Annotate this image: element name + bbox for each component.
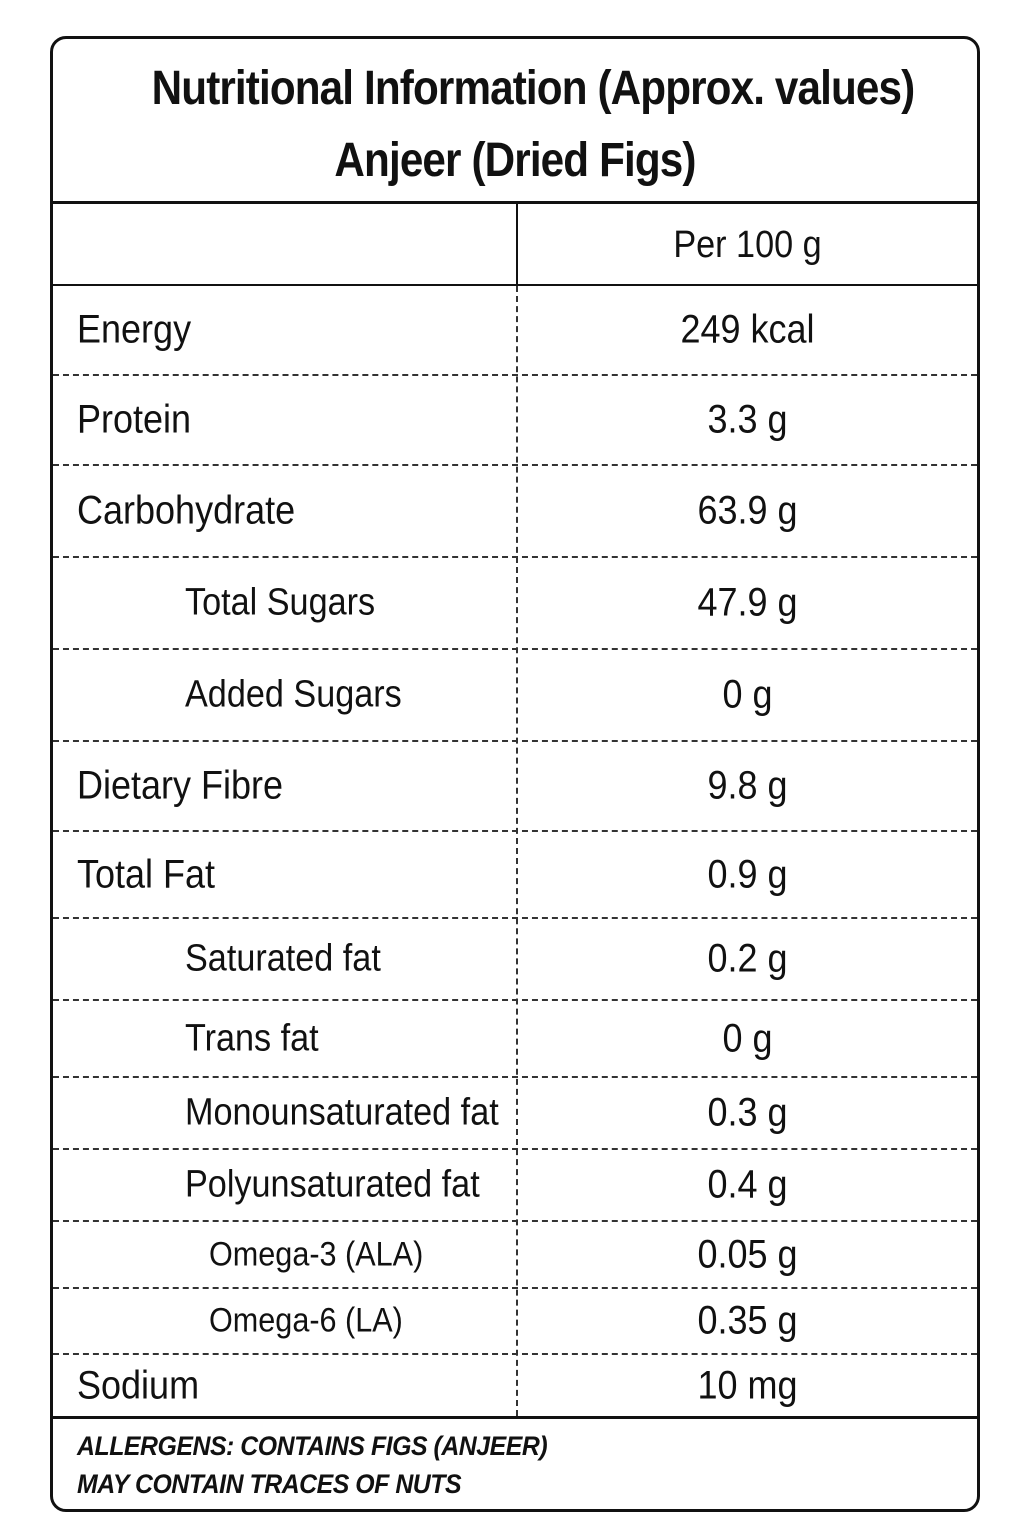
nutrient-name: Added Sugars bbox=[185, 673, 402, 716]
nutrient-value: 3.3 g bbox=[707, 397, 788, 442]
table-row bbox=[53, 832, 977, 919]
allergen-footer bbox=[53, 1419, 977, 1509]
nutrient-value: 0.4 g bbox=[707, 1162, 788, 1207]
nutrient-name: Energy bbox=[77, 307, 192, 352]
allergens-statement: ALLERGENS: CONTAINS FIGS (ANJEER) bbox=[77, 1431, 548, 1461]
product-name: Anjeer (Dried Figs) bbox=[334, 134, 696, 187]
nutrient-name: Sodium bbox=[77, 1363, 200, 1407]
table-row bbox=[53, 376, 977, 466]
nutrient-value: 249 kcal bbox=[680, 307, 815, 352]
nutrient-value: 47.9 g bbox=[697, 580, 798, 625]
nutrient-name: Total Sugars bbox=[185, 581, 376, 624]
nutrient-name: Omega-3 (ALA) bbox=[209, 1235, 424, 1273]
table-row bbox=[53, 650, 977, 742]
nutrient-name: Omega-6 (LA) bbox=[209, 1301, 403, 1340]
nutrient-name: Total Fat bbox=[77, 852, 216, 896]
nutrient-name: Monounsaturated fat bbox=[185, 1091, 499, 1134]
nutrient-name: Polyunsaturated fat bbox=[185, 1163, 480, 1206]
nutrient-value: 63.9 g bbox=[697, 488, 798, 533]
nutrient-value: 0.2 g bbox=[707, 936, 788, 981]
table-row bbox=[53, 919, 977, 1001]
nutrient-name: Carbohydrate bbox=[77, 488, 296, 533]
nutrient-name: Protein bbox=[77, 397, 192, 442]
nutrient-name: Trans fat bbox=[185, 1017, 319, 1059]
nutrient-value: 0 g bbox=[722, 1016, 773, 1060]
label-title: Nutritional Information (Approx. values) bbox=[151, 62, 915, 115]
nutrient-value: 0.35 g bbox=[697, 1298, 798, 1343]
table-row bbox=[53, 286, 977, 376]
nutrition-label bbox=[50, 36, 980, 1512]
table-row bbox=[53, 1222, 977, 1289]
column-header-per-100g: Per 100 g bbox=[673, 224, 822, 266]
table-row bbox=[53, 466, 977, 558]
table-row bbox=[53, 742, 977, 832]
nutrient-value: 0.05 g bbox=[697, 1232, 798, 1276]
table-row bbox=[53, 1001, 977, 1078]
traces-statement: MAY CONTAIN TRACES OF NUTS bbox=[77, 1469, 462, 1499]
table-row bbox=[53, 558, 977, 650]
table-row bbox=[53, 1078, 977, 1150]
column-divider bbox=[516, 286, 518, 1416]
column-divider-header bbox=[516, 204, 518, 286]
nutrient-value: 0 g bbox=[722, 672, 773, 717]
nutrient-value: 0.3 g bbox=[707, 1090, 788, 1135]
column-header-row bbox=[53, 204, 977, 286]
nutrient-name: Saturated fat bbox=[185, 937, 381, 980]
nutrient-value: 10 mg bbox=[697, 1363, 798, 1407]
nutrient-value: 9.8 g bbox=[707, 763, 788, 808]
label-header bbox=[53, 39, 977, 204]
table-row bbox=[53, 1150, 977, 1222]
table-row bbox=[53, 1355, 977, 1419]
nutrient-value: 0.9 g bbox=[707, 852, 788, 896]
nutrient-name: Dietary Fibre bbox=[77, 763, 284, 808]
table-row bbox=[53, 1289, 977, 1355]
